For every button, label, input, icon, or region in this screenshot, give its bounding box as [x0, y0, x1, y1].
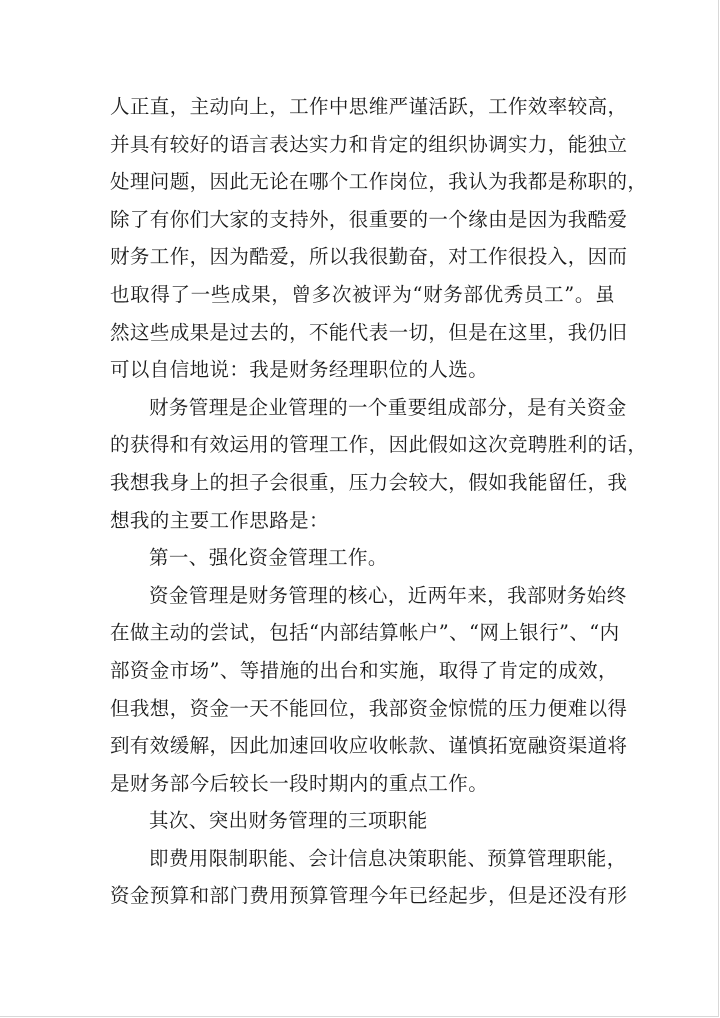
text-line: 也取得了一些成果，曾多次被评为“财务部优秀员工”。虽 [110, 282, 615, 306]
text-line: 在做主动的尝试，包括“内部结算帐户”、“网上银行”、“内 [110, 621, 620, 645]
text-line: 人正直，主动向上，工作中思维严谨活跃，工作效率较高， [110, 95, 628, 118]
text-line: 资金预算和部门费用预算管理今年已经起步，但是还没有形 [110, 884, 628, 908]
text-line: 除了有你们大家的支持外，很重要的一个缘由是因为我酷爱 [110, 207, 628, 231]
text-line: 可以自信地说：我是财务经理职位的人选。 [110, 358, 489, 382]
text-line: 处理问题，因此无论在哪个工作岗位，我认为我都是称职的， [110, 170, 648, 194]
text-line: 部资金市场”、等措施的出台和实施，取得了肯定的成效， [110, 658, 618, 682]
text-line: 想我的主要工作思路是： [110, 508, 329, 532]
text-line: 但我想，资金一天不能回位，我部资金惊慌的压力便难以得 [110, 696, 628, 720]
text-line: 是财务部今后较长一段时期内的重点工作。 [110, 771, 489, 795]
text-line: 我想我身上的担子会很重，压力会较大，假如我能留任，我 [110, 470, 628, 494]
text-line: 的获得和有效运用的管理工作，因此假如这次竞聘胜利的话， [110, 433, 648, 457]
text-line: 财务工作，因为酷爱，所以我很勤奋，对工作很投入，因而 [110, 245, 628, 269]
text-line: 资金管理是财务管理的核心，近两年来，我部财务始终 [149, 583, 627, 607]
text-line: 到有效缓解，因此加速回收应收帐款、谨慎拓宽融资渠道将 [110, 734, 628, 758]
text-line: 然这些成果是过去的，不能代表一切，但是在这里，我仍旧 [110, 320, 628, 344]
text-line: 第一、强化资金管理工作。 [149, 546, 388, 570]
text-line: 并具有较好的语言表达实力和肯定的组织协调实力，能独立 [110, 132, 628, 156]
text-line: 即费用限制职能、会计信息决策职能、预算管理职能， [149, 846, 627, 870]
text-line: 财务管理是企业管理的一个重要组成部分，是有关资金 [149, 395, 627, 419]
body-text [110, 88, 648, 915]
text-line: 其次、突出财务管理的三项职能 [149, 809, 428, 833]
